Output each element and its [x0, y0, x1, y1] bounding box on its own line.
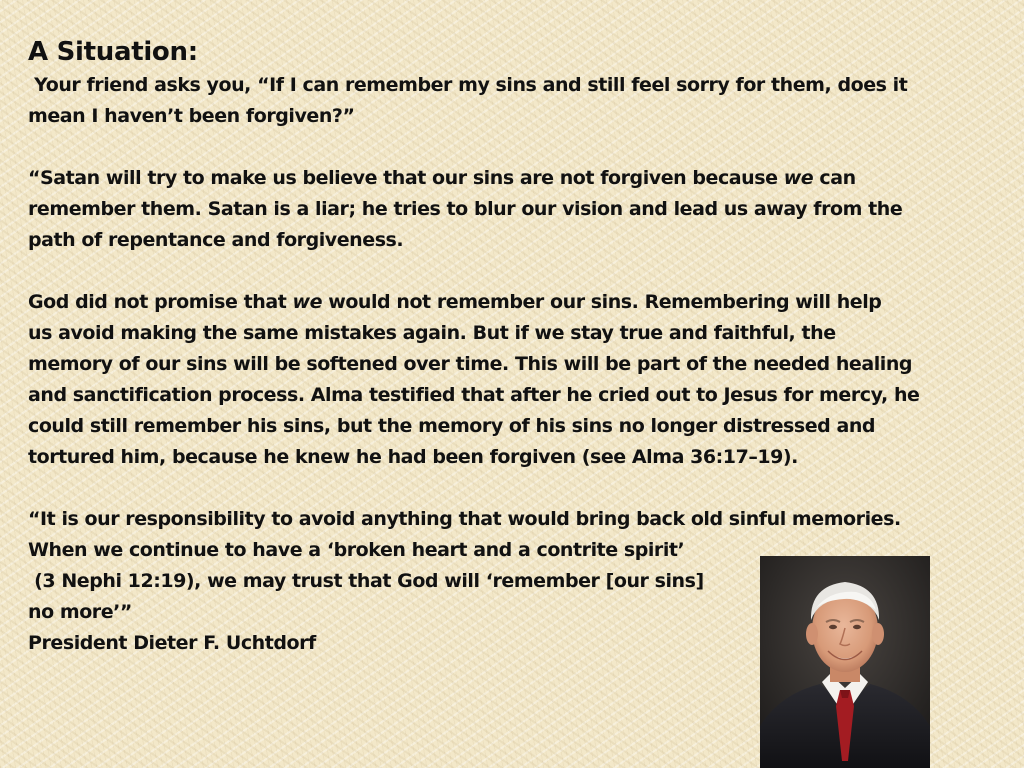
situation-paragraph	[28, 70, 948, 132]
quote2-line: memory of our sins will be softened over time. This will be part of the needed healing	[28, 353, 913, 375]
quote1-line: path of repentance and forgiveness.	[28, 229, 404, 251]
paragraph-gap	[28, 256, 948, 287]
quote3-line: no more’”	[28, 601, 132, 623]
attribution: President Dieter F. Uchtdorf	[28, 632, 316, 654]
portrait-photo	[760, 556, 930, 768]
paragraph-gap	[28, 473, 948, 504]
quote3-line: When we continue to have a ‘broken heart and a contrite spirit’	[28, 539, 685, 561]
quote2-text: would not remember our sins. Remembering will help	[322, 291, 882, 313]
portrait-illustration	[760, 556, 930, 768]
paragraph-gap	[28, 132, 948, 163]
quote2-line: could still remember his sins, but the memory of his sins no longer distressed and	[28, 415, 876, 437]
quote2-text: God did not promise that	[28, 291, 293, 313]
quote2-line: and sanctification process. Alma testified that after he cried out to Jesus for mercy, he	[28, 384, 920, 406]
quote3-line: “It is our responsibility to avoid anything that would bring back old sinful memories.	[28, 508, 901, 530]
quote2-line: us avoid making the same mistakes again. But if we stay true and faithful, the	[28, 322, 836, 344]
quote1-line: remember them. Satan is a liar; he tries to blur our vision and lead us away from the	[28, 198, 903, 220]
quote-paragraph-2	[28, 287, 948, 473]
quote3-line: (3 Nephi 12:19), we may trust that God will ‘remember [our sins]	[28, 570, 704, 592]
quote1-text: “Satan will try to make us believe that our sins are not forgiven because	[28, 167, 784, 189]
quote1-text: can	[813, 167, 856, 189]
slide-title: A Situation:	[28, 37, 198, 67]
quote2-emphasis: we	[292, 291, 323, 313]
quote1-emphasis: we	[783, 167, 814, 189]
situation-line: Your friend asks you, “If I can remember my sins and still feel sorry for them, does it	[28, 74, 908, 96]
quote-paragraph-1	[28, 163, 948, 256]
quote2-line: tortured him, because he knew he had been forgiven (see Alma 36:17–19).	[28, 446, 798, 468]
quote2-line	[28, 287, 948, 318]
situation-line: mean I haven’t been forgiven?”	[28, 105, 355, 127]
quote1-line	[28, 163, 948, 194]
